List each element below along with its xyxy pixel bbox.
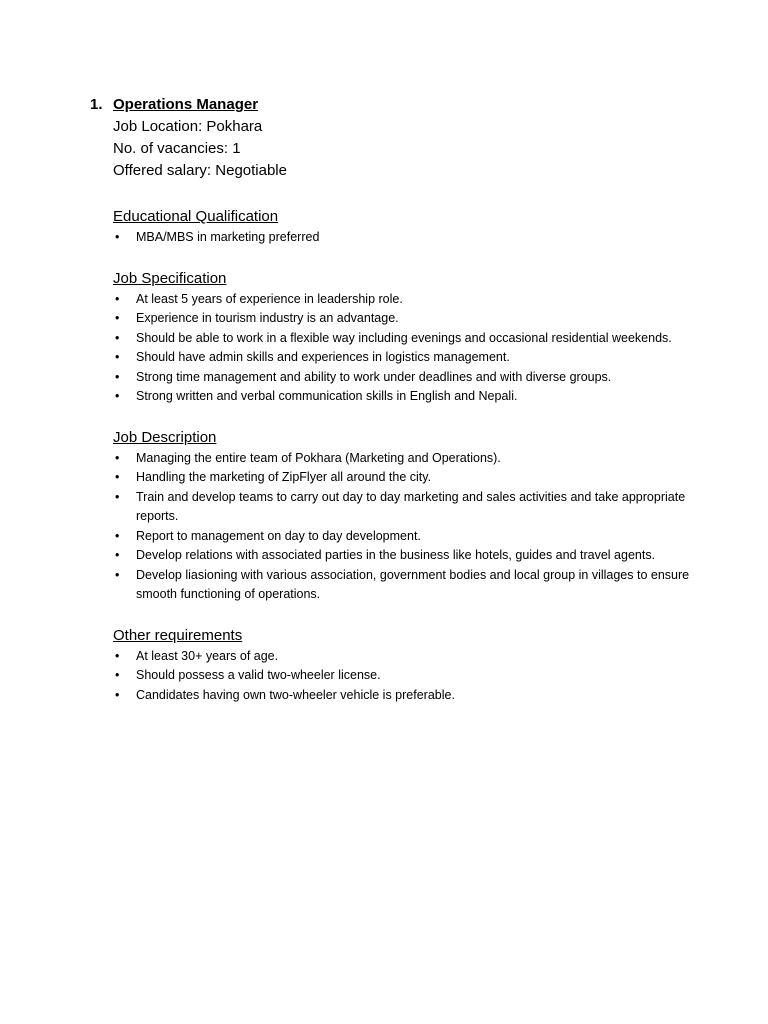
description-section: [113, 427, 710, 605]
list-item: • At least 30+ years of age.: [113, 647, 710, 667]
list-item: • Should possess a valid two-wheeler license.: [113, 666, 710, 686]
education-section: [113, 206, 710, 248]
education-list: [113, 228, 710, 248]
list-item: • Develop liasioning with various association, government bodies and local group in villages to ensure smooth functioning of operations.: [113, 566, 710, 605]
specification-title: Job Specification: [113, 269, 227, 287]
list-item: • Strong time management and ability to work under deadlines and with diverse groups.: [113, 368, 710, 388]
job-location: Job Location: Pokhara: [113, 118, 263, 135]
job-heading: [90, 94, 710, 116]
job-meta: [113, 116, 710, 182]
list-item: • Should be able to work in a flexible way including evenings and occasional residential weekends.: [113, 329, 710, 349]
list-item: • Train and develop teams to carry out day to day marketing and sales activities and take appropriate reports.: [113, 488, 710, 527]
job-number: 1.: [90, 96, 103, 113]
job-salary: Offered salary: Negotiable: [113, 162, 287, 179]
list-item: • Strong written and verbal communication skills in English and Nepali.: [113, 387, 710, 407]
other-list: [113, 647, 710, 706]
list-item: • At least 5 years of experience in leadership role.: [113, 290, 710, 310]
job-vacancies: No. of vacancies: 1: [113, 140, 241, 157]
list-item: • Candidates having own two-wheeler vehicle is preferable.: [113, 686, 710, 706]
list-item: • Report to management on day to day development.: [113, 527, 710, 547]
specification-section: [113, 268, 710, 407]
specification-list: [113, 290, 710, 407]
other-section: [113, 625, 710, 706]
list-item: • MBA/MBS in marketing preferred: [113, 228, 710, 248]
description-title: Job Description: [113, 428, 217, 446]
list-item: • Managing the entire team of Pokhara (Marketing and Operations).: [113, 449, 710, 469]
job-title: Operations Manager: [113, 96, 259, 113]
list-item: • Develop relations with associated parties in the business like hotels, guides and travel agents.: [113, 546, 710, 566]
education-title: Educational Qualification: [113, 208, 279, 225]
job-posting: [90, 94, 710, 705]
list-item: • Should have admin skills and experiences in logistics management.: [113, 348, 710, 368]
list-item: • Handling the marketing of ZipFlyer all around the city.: [113, 468, 710, 488]
list-item: • Experience in tourism industry is an advantage.: [113, 309, 710, 329]
description-list: [113, 449, 710, 605]
other-title: Other requirements: [113, 626, 243, 644]
